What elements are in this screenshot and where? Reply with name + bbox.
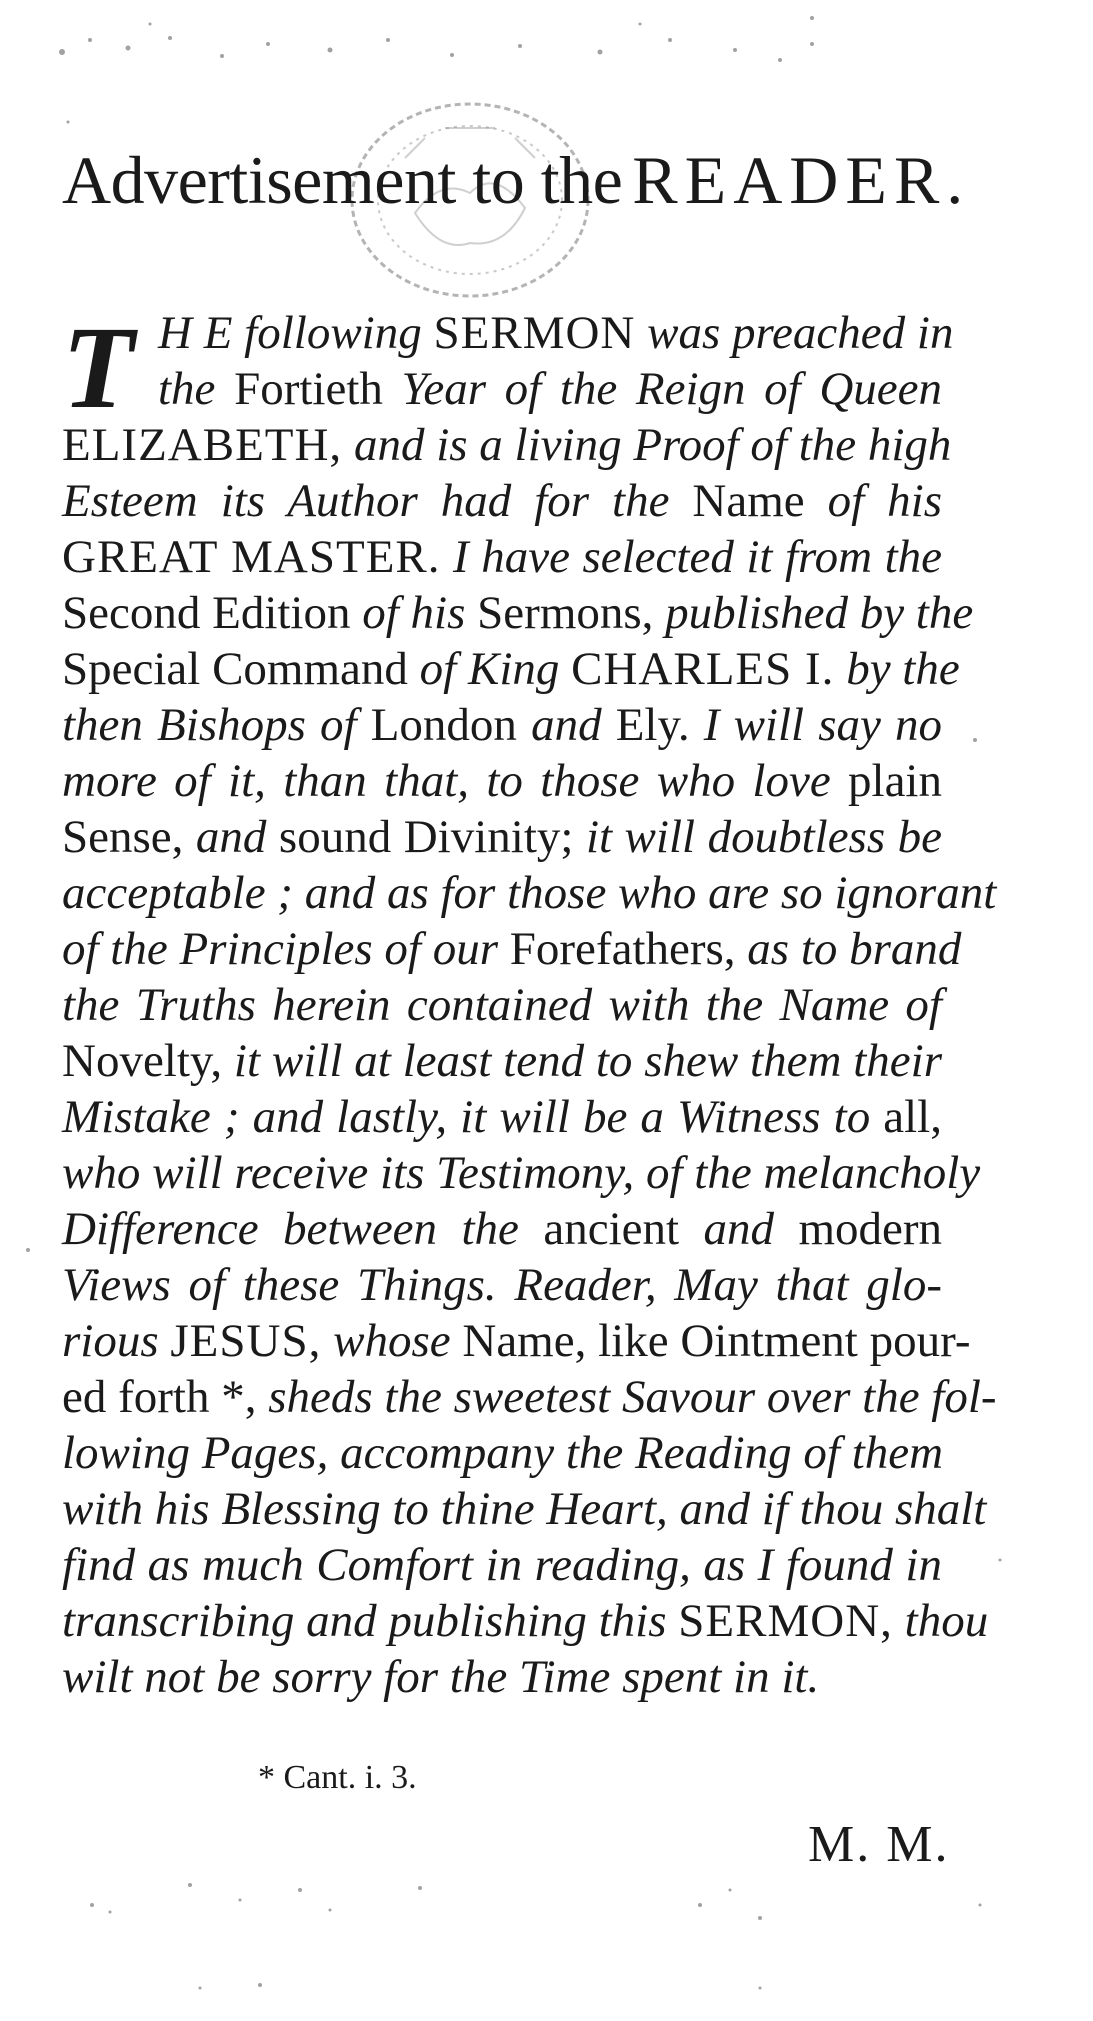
- drop-cap: T: [62, 302, 135, 433]
- text-segment: sound Divinity;: [278, 811, 574, 863]
- text-segment: SERMON: [433, 307, 636, 359]
- text-line: [62, 921, 962, 977]
- text-segment: following: [244, 307, 434, 359]
- text-segment: find as much Comfort in reading, as I found in: [62, 1539, 942, 1591]
- text-line: [62, 1593, 989, 1649]
- text-segment: it will at least tend to shew them their: [222, 1035, 942, 1087]
- text-line: [62, 529, 942, 585]
- signature: M. M.: [808, 1816, 950, 1873]
- text-segment: all,: [883, 1091, 942, 1143]
- text-segment: more of it, than that, to those who love: [62, 755, 849, 807]
- text-line: [62, 809, 942, 865]
- text-segment: Special Command: [62, 643, 408, 695]
- text-line: [62, 1089, 942, 1145]
- text-segment: and: [679, 1203, 799, 1255]
- text-line: [62, 865, 997, 921]
- text-line: [158, 305, 954, 361]
- text-segment: Forefathers,: [509, 923, 736, 975]
- text-segment: transcribing and publishing this: [62, 1595, 679, 1647]
- text-segment: Esteem its Author had for the: [62, 475, 693, 527]
- title-caps: READER.: [632, 142, 971, 218]
- text-segment: Year of the Reign of Queen: [382, 363, 942, 415]
- text-segment: ELIZABETH,: [62, 419, 343, 471]
- text-segment: I have selected it from the: [440, 531, 942, 583]
- text-segment: lowing Pages, accompany the Reading of them: [62, 1427, 944, 1479]
- text-segment: whose: [321, 1315, 463, 1367]
- text-line: [62, 1033, 942, 1089]
- text-segment: plain: [848, 755, 942, 807]
- text-line: [62, 1425, 942, 1481]
- text-line: [62, 1369, 997, 1425]
- text-segment: Fortieth: [234, 363, 383, 415]
- text-segment: Name: [692, 475, 805, 527]
- text-segment: of his: [804, 475, 942, 527]
- text-line: [62, 417, 952, 473]
- text-segment: acceptable ; and as for those who are so ignorant: [62, 867, 997, 919]
- text-segment: Ely.: [615, 699, 690, 751]
- text-segment: as to brand: [735, 923, 962, 975]
- text-line: [62, 1201, 942, 1257]
- title-prefix: Advertisement to the: [62, 142, 623, 218]
- text-segment: then Bishops of: [62, 699, 371, 751]
- text-segment: rious: [62, 1315, 171, 1367]
- text-line: [62, 1313, 971, 1369]
- text-segment: of his: [350, 587, 478, 639]
- text-segment: published by the: [653, 587, 974, 639]
- text-segment: sheds the sweetest Savour over the fol-: [256, 1371, 997, 1423]
- text-segment: Second Edition: [62, 587, 351, 639]
- text-segment: and is a living Proof of the high: [342, 419, 952, 471]
- text-segment: JESUS,: [170, 1315, 322, 1367]
- text-line: [62, 1649, 942, 1705]
- text-segment: Difference between the: [62, 1203, 544, 1255]
- text-segment: of the Principles of our: [62, 923, 510, 975]
- text-segment: by the: [834, 643, 960, 695]
- text-line: [62, 1145, 981, 1201]
- text-segment: the Truths herein contained with the Name of: [62, 979, 942, 1031]
- text-segment: it will doubtless be: [573, 811, 942, 863]
- text-line: [158, 361, 942, 417]
- text-segment: of King: [407, 643, 572, 695]
- text-segment: who will receive its Testimony, of the melancholy: [62, 1147, 981, 1199]
- text-segment: Sense,: [62, 811, 184, 863]
- text-line: [62, 1537, 942, 1593]
- text-segment: Name, like Ointment pour-: [462, 1315, 971, 1367]
- text-segment: and: [516, 699, 616, 751]
- text-segment: CHARLES I.: [571, 643, 835, 695]
- text-segment: with his Blessing to thine Heart, and if thou shalt: [62, 1483, 987, 1535]
- text-segment: GREAT MASTER.: [62, 531, 441, 583]
- text-line: [62, 1257, 942, 1313]
- text-segment: Novelty,: [62, 1035, 223, 1087]
- text-segment: H E: [158, 307, 245, 359]
- footnote: * Cant. i. 3.: [258, 1759, 417, 1796]
- text-line: [62, 977, 942, 1033]
- text-segment: thou: [892, 1595, 989, 1647]
- text-segment: I will say no: [689, 699, 943, 751]
- text-segment: the: [158, 363, 235, 415]
- text-segment: SERMON,: [678, 1595, 893, 1647]
- text-segment: wilt not be sorry for the Time spent in it.: [62, 1651, 820, 1703]
- text-segment: modern: [798, 1203, 943, 1255]
- text-line: [62, 473, 942, 529]
- page-title: [62, 140, 971, 220]
- text-segment: and: [183, 811, 279, 863]
- text-line: [62, 697, 942, 753]
- text-line: [62, 641, 960, 697]
- text-segment: Sermons,: [477, 587, 654, 639]
- text-line: [62, 585, 974, 641]
- text-line: [62, 753, 942, 809]
- text-segment: Views of these Things. Reader, May that glo-: [62, 1259, 942, 1311]
- text-segment: Mistake ; and lastly, it will be a Witness to: [62, 1091, 884, 1143]
- text-segment: was preached in: [635, 307, 954, 359]
- text-segment: ancient: [543, 1203, 680, 1255]
- text-line: [62, 1481, 987, 1537]
- text-segment: ed forth *,: [62, 1371, 257, 1423]
- text-segment: London: [370, 699, 517, 751]
